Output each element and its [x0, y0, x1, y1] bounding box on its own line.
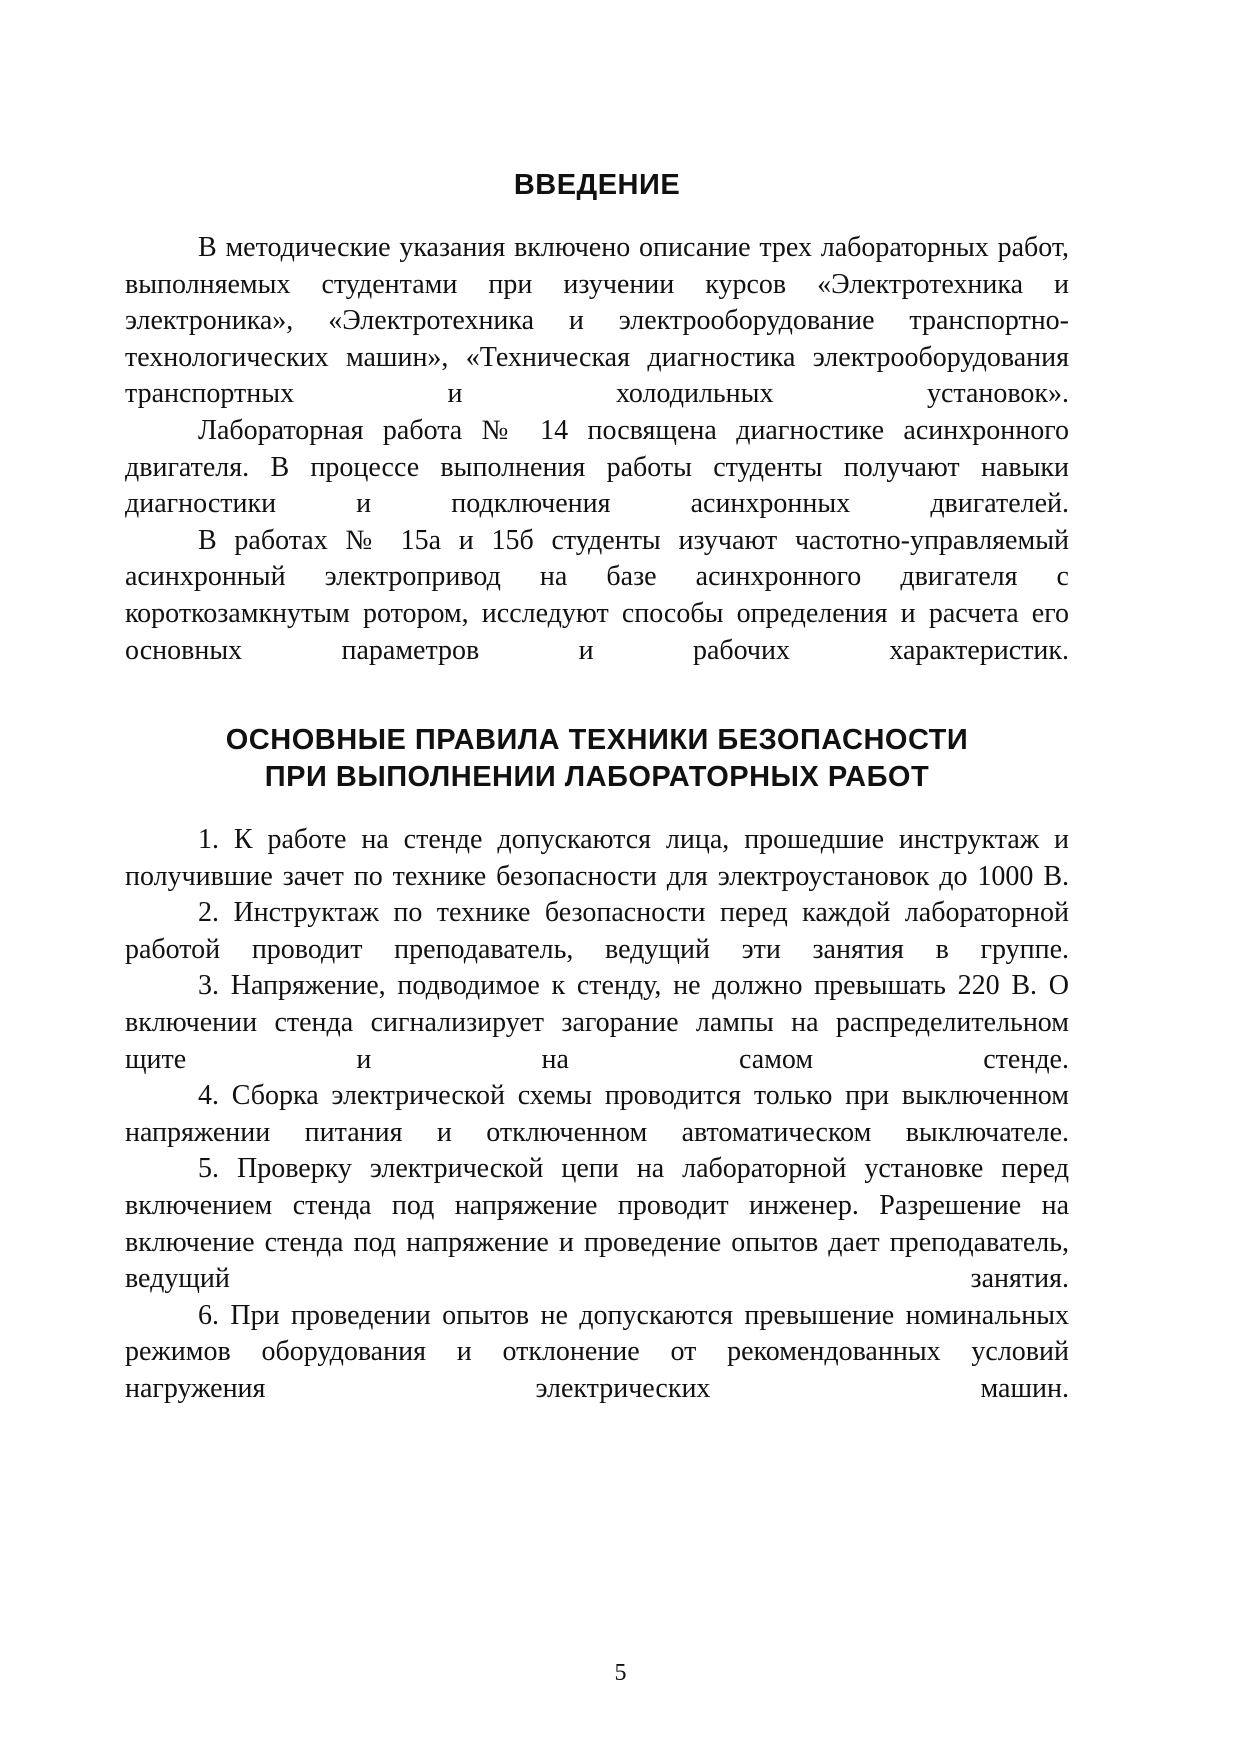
intro-paragraph-1: В методические указания включено описание трех лабораторных работ, выполняемых студентами при изучении курсов «Электротехника и электроника», «Электротехника и электрооборудование транспортно-технологических машин», «Техническая диагностика электрооборудования транспортных и холодильных установок». [125, 232, 1069, 410]
safety-rules-list [125, 822, 1069, 1408]
safety-rule-6: 6. При проведении опытов не допускаются превышение номинальных режимов оборудования и отклонение от рекомендованных условий нагружения электрических машин. [125, 1299, 1069, 1404]
intro-heading: ВВЕДЕНИЕ [513, 169, 681, 201]
intro-paragraph-2: Лабораторная работа № 14 посвящена диагностике асинхронного двигателя. В процессе выполнения работы студенты получают навыки диагностики и подключения асинхронных двигателей. [125, 414, 1069, 520]
safety-rule-4: 4. Сборка электрической схемы проводится только при выключенном напряжении питания и отключенном автоматическом выключателе. [125, 1080, 1069, 1148]
intro-section [125, 230, 1069, 669]
safety-rule-2: 2. Инструктаж по технике безопасности перед каждой лабораторной работой проводит преподаватель, ведущий эти занятия в группе. [125, 897, 1069, 965]
safety-heading-line-2: ПРИ ВЫПОЛНЕНИИ ЛАБОРАТОРНЫХ РАБОТ [264, 761, 930, 793]
safety-heading [125, 722, 1069, 796]
safety-rule-1: 1. К работе на стенде допускаются лица, прошедшие инструктаж и получившие зачет по технике безопасности для электроустановок до 1000 В. [125, 824, 1069, 892]
safety-rule-5: 5. Проверку электрической цепи на лабораторной установке перед включением стенда под напряжение проводит инженер. Разрешение на включение стенда под напряжение и проведение опытов дает преподаватель, ведущий занятия. [125, 1153, 1069, 1295]
safety-heading-line-1: ОСНОВНЫЕ ПРАВИЛА ТЕХНИКИ БЕЗОПАСНОСТИ [225, 724, 969, 756]
safety-rule-3: 3. Напряжение, подводимое к стенду, не должно превышать 220 В. О включении стенда сигнализирует загорание лампы на распределительном щите и на самом стенде. [125, 970, 1069, 1075]
intro-paragraph-3: В работах № 15а и 15б студенты изучают частотно-управляемый асинхронный электропривод на базе асинхронного двигателя с короткозамкнутым ротором, исследуют способы определения и расчета его основных параметров и рабочих характеристик. [125, 524, 1069, 666]
page-number: 5 [614, 1660, 627, 1686]
